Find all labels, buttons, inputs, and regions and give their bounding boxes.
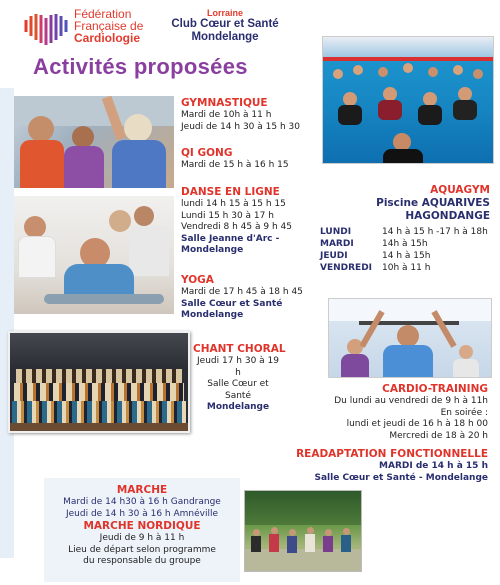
aquagym-day: VENDREDI: [320, 263, 373, 273]
aquagym-day: LUNDI: [320, 227, 352, 237]
yoga-line1: Mardi de 17 h 45 à 18 h 45: [181, 287, 303, 297]
heart-icon: [22, 10, 70, 46]
aquagym-day: MARDI: [320, 239, 354, 249]
club-block: [165, 8, 285, 44]
chant-line3: Mondelange: [206, 402, 270, 412]
qigong-line1: Mardi de 15 h à 16 h 15: [181, 160, 289, 170]
aquagym-header: [330, 184, 490, 223]
yoga-place2: Mondelange: [181, 310, 244, 320]
cardio-line4: Mercredi de 18 à 20 h: [389, 430, 488, 441]
cardio-photo: [328, 298, 492, 378]
aquagym-time: 10h à 11 h: [382, 263, 431, 273]
danse-place1: Salle Jeanne d'Arc -: [181, 233, 280, 244]
ffc-line1: Fédération: [74, 7, 132, 21]
ffc-line2: Française de: [74, 19, 144, 33]
cardio-title: CARDIO-TRAINING: [382, 383, 488, 395]
yoga-block: [181, 274, 303, 322]
yoga-title: YOGA: [181, 274, 214, 286]
walking-photo: [244, 490, 362, 572]
nordique-line1: Jeudi de 9 h à 11 h: [99, 533, 185, 543]
club-line2: Mondelange: [191, 31, 259, 43]
danse-block: [181, 186, 292, 257]
danse-line1: lundi 14 h 15 à 15 h 15: [181, 199, 286, 209]
aquagym-row: [320, 250, 495, 262]
marche-title: MARCHE: [116, 484, 168, 496]
danse-line2: Lundi 15 h 30 à 17 h: [181, 210, 274, 221]
readapt-block: [250, 448, 488, 484]
chant-block: [193, 343, 286, 414]
aquagym-photo: [322, 36, 494, 164]
chant-title: CHANT CHORAL: [193, 343, 286, 355]
readapt-title: READAPTATION FONCTIONNELLE: [296, 448, 488, 460]
cardio-block: [290, 383, 488, 442]
aquagym-pool1: Piscine AQUARIVES: [376, 197, 490, 209]
marche-line1: Mardi de 14 h30 à 16 h Gandrange: [63, 497, 221, 507]
ffc-line3: Cardiologie: [74, 31, 141, 45]
cardio-line1: Du lundi au vendredi de 9 h à 11h: [334, 396, 488, 406]
cardio-line3: lundi et jeudi de 16 h à 18 h 00: [346, 419, 488, 429]
aquagym-row: [320, 226, 495, 238]
gym-line1: Mardi de 10h à 11 h: [181, 110, 272, 120]
gym-block: [181, 97, 300, 133]
gym-photo: [14, 96, 174, 188]
aquagym-schedule: [320, 226, 495, 274]
aquagym-row: [320, 238, 495, 250]
bg-band: [0, 88, 14, 558]
ffc-logo: [22, 8, 167, 48]
readapt-line2: Salle Cœur et Santé - Mondelange: [314, 472, 488, 483]
ffc-name: [74, 8, 143, 44]
aquagym-time: 14h à 15h: [382, 239, 428, 249]
marche-block: [44, 484, 240, 568]
marche-line2: Jeudi de 14 h 30 à 16 h Amnéville: [65, 508, 219, 519]
danse-line3: Vendredi 8 h 45 à 9 h 45: [181, 222, 292, 232]
chant-line2: Salle Cœur et Santé: [207, 379, 269, 401]
chant-line1: Jeudi 17 h 30 à 19 h: [197, 356, 279, 378]
qigong-title: QI GONG: [181, 147, 233, 159]
aquagym-row: [320, 262, 495, 274]
readapt-line1: MARDI de 14 h à 15 h: [379, 461, 488, 471]
cardio-line2: En soirée :: [440, 407, 488, 418]
aquagym-time: 14 h à 15 h -17 h à 18h: [382, 227, 488, 237]
page-title: Activités proposées: [33, 54, 248, 79]
aquagym-title: AQUAGYM: [430, 184, 490, 196]
aquagym-pool2: HAGONDANGE: [405, 210, 490, 222]
nordique-line2: Lieu de départ selon programme: [68, 544, 216, 555]
yoga-place1: Salle Cœur et Santé: [181, 298, 283, 309]
gym-line2: Jeudi de 14 h 30 à 15 h 30: [181, 121, 300, 132]
aquagym-day: JEUDI: [320, 251, 348, 261]
choir-photo: [8, 331, 190, 433]
region-label: Lorraine: [206, 8, 243, 18]
club-line1: Club Cœur et Santé: [171, 18, 279, 30]
aquagym-time: 14 h à 15h: [382, 251, 431, 261]
danse-photo: [14, 196, 174, 314]
nordique-line3: du responsable du groupe: [83, 556, 201, 566]
danse-title: DANSE EN LIGNE: [181, 186, 280, 198]
danse-place2: Mondelange: [181, 245, 244, 255]
qigong-block: [181, 147, 289, 172]
gym-title: GYMNASTIQUE: [181, 97, 268, 109]
nordique-title: MARCHE NORDIQUE: [83, 520, 201, 532]
